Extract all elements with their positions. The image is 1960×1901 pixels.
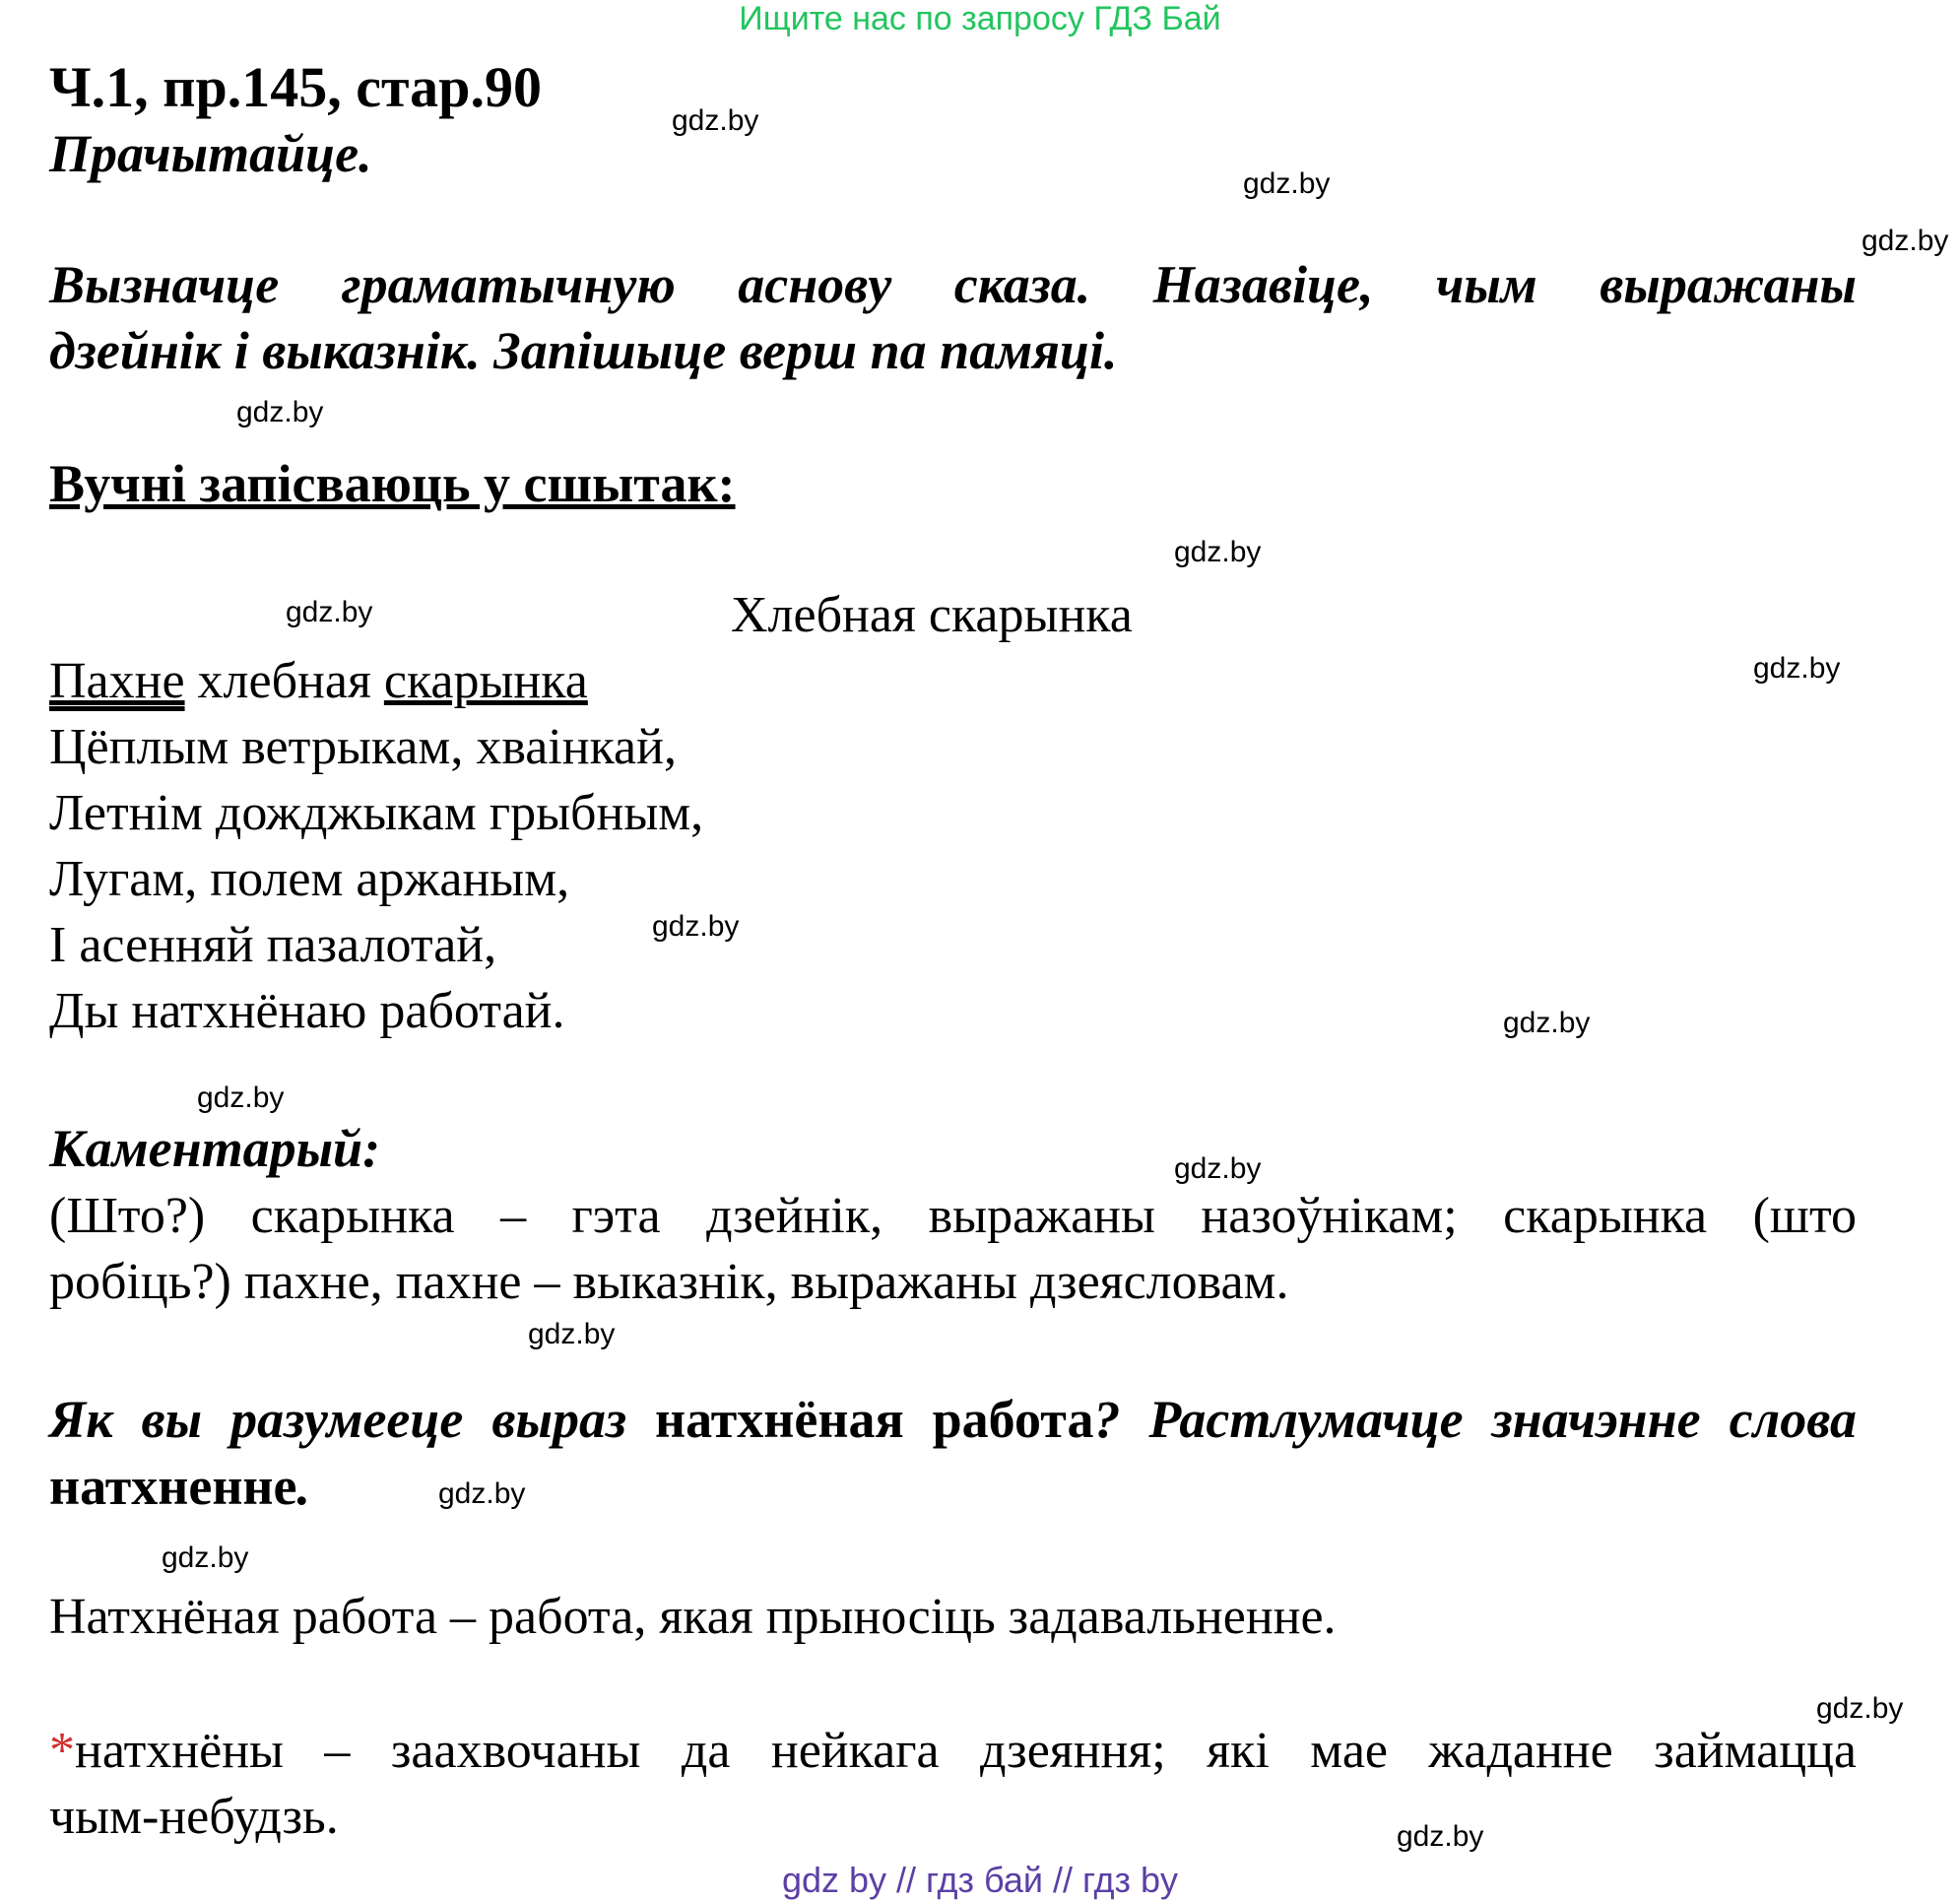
instruction-read: Прачытайце. (49, 124, 372, 183)
page-title: Ч.1, пр.145, стар.90 (49, 55, 542, 119)
section-heading: Вучні запісваюць у сшытак: (49, 454, 736, 513)
watermark: gdz.by (197, 1082, 285, 1114)
poem-line-1-middle: хлебная (184, 653, 384, 709)
watermark: gdz.by (1243, 167, 1331, 200)
question-part-1: Як вы разумееце выраз (49, 1390, 627, 1449)
watermark: gdz.by (1503, 1007, 1591, 1039)
comment-line-2: робіць?) пахне, пахне – выказнік, выражаны дзеясловам. (49, 1254, 1289, 1310)
poem-line-1 (49, 652, 588, 710)
poem-line-2: Цёплым ветрыкам, хваінкай, (49, 719, 677, 775)
watermark: gdz.by (672, 104, 759, 137)
poem-title: Хлебная скарынка (731, 587, 1133, 643)
poem-line-6: Ды натхнёнаю работай. (49, 983, 565, 1039)
question-end: . (296, 1457, 311, 1516)
task-line-1: Вызначце граматычную аснову сказа. Назавіце, чым выражаны (49, 255, 1857, 314)
watermark: gdz.by (1753, 652, 1841, 685)
watermark: gdz.by (162, 1541, 249, 1574)
watermark: gdz.by (1397, 1820, 1484, 1853)
footnote-line-1 (49, 1722, 1857, 1780)
watermark: gdz.by (236, 396, 324, 428)
poem-line-3: Летнім дожджыкам грыбным, (49, 785, 704, 841)
question-line-2 (49, 1456, 310, 1517)
watermark: gdz.by (438, 1477, 526, 1510)
question-line-1 (49, 1389, 1857, 1450)
watermark: gdz.by (1174, 1152, 1262, 1185)
footer-links: gdz by // гдз бай // гдз by (781, 1860, 1179, 1900)
poem-line-4: Лугам, полем аржаным, (49, 851, 570, 907)
top-banner: Ищите нас по запросу ГДЗ Бай (739, 0, 1221, 37)
footnote-text-1: натхнёны – заахвочаны да нейкага дзеяння; які мае жаданне займацца (75, 1723, 1857, 1779)
question-term-2: натхненне (49, 1457, 297, 1516)
watermark: gdz.by (528, 1318, 616, 1350)
watermark: gdz.by (1816, 1692, 1904, 1725)
watermark: gdz.by (1174, 536, 1262, 568)
subject-word: скарынка (383, 653, 588, 709)
question-part-2: ? Растлумачце значэнне слова (1093, 1390, 1858, 1449)
watermark: gdz.by (1862, 225, 1949, 257)
poem-line-5: І асенняй пазалотай, (49, 917, 497, 973)
watermark: gdz.by (652, 910, 740, 943)
answer-text: Натхнёная работа – работа, якая прыносіць задавальненне. (49, 1589, 1337, 1645)
question-term-1: натхнёная работа (626, 1390, 1094, 1449)
footnote-asterisk: * (49, 1723, 75, 1779)
comment-line-1: (Што?) скарынка – гэта дзейнік, выражаны назоўнікам; скарынка (што (49, 1188, 1857, 1244)
watermark: gdz.by (286, 596, 373, 628)
predicate-word: Пахне (49, 653, 185, 709)
footnote-line-2: чым-небудзь. (49, 1789, 339, 1845)
task-line-2: дзейнік і выказнік. Запішыце верш па памяці. (49, 321, 1118, 380)
comment-heading: Каментарый: (49, 1119, 381, 1178)
